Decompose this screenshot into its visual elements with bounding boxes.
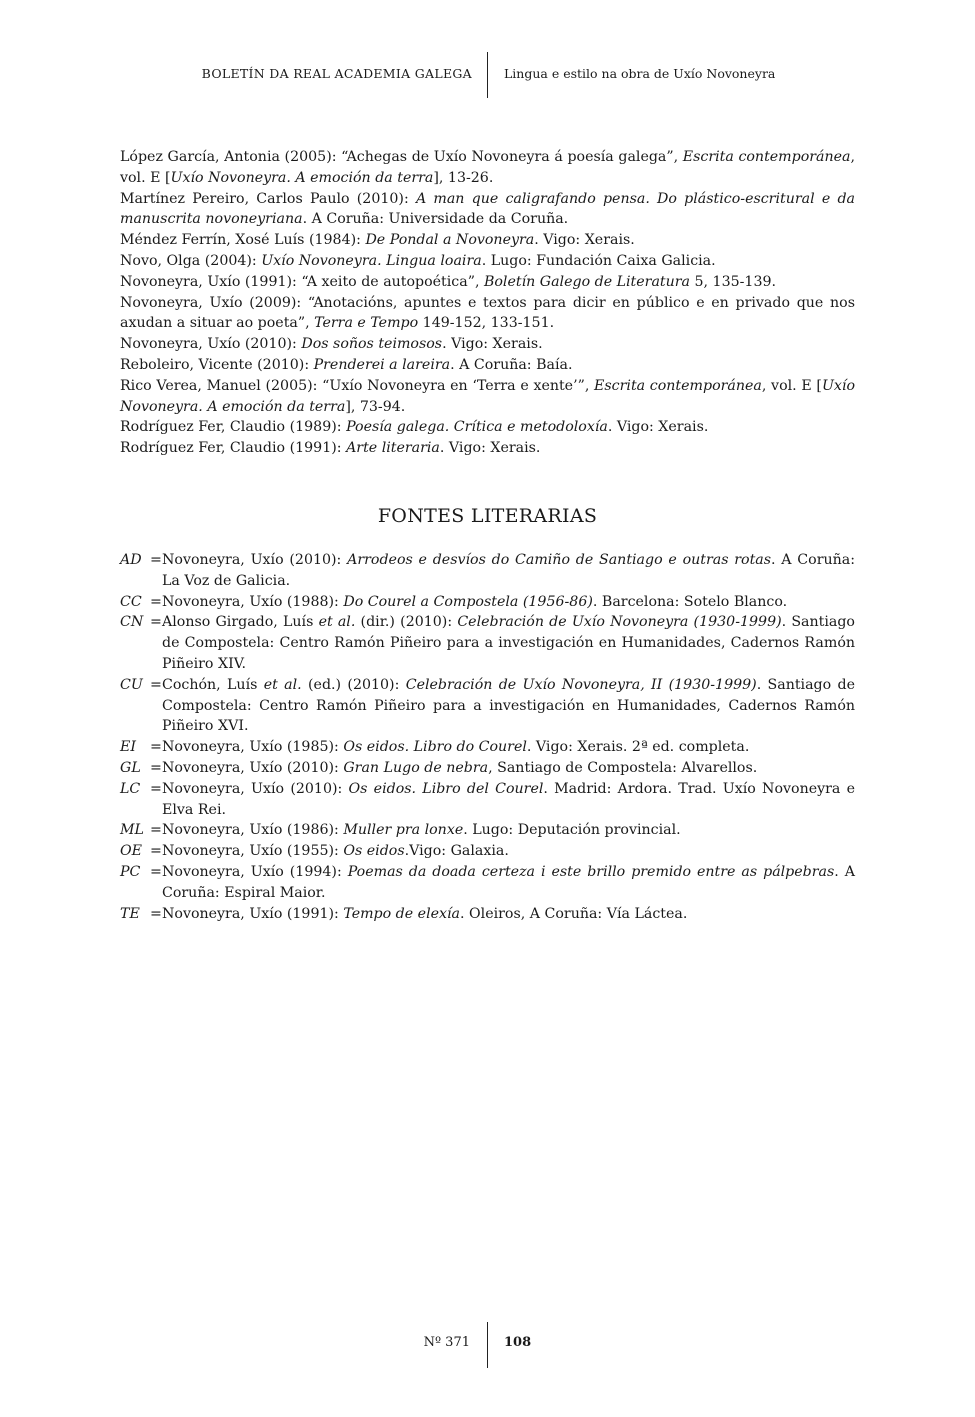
italic-title: Dos soños teimosos bbox=[301, 336, 443, 353]
source-abbreviation: ML bbox=[120, 822, 144, 839]
italic-title: Do Courel a Compostela (1956-86) bbox=[343, 593, 593, 610]
text-run: Novoneyra, Uxío (1994): bbox=[162, 863, 348, 880]
text-run: (ed.) (2010): bbox=[301, 676, 406, 693]
text-run: Rico Verea, Manuel (2005): “Uxío Novoneyra en ‘Terra e xente’”, bbox=[120, 377, 595, 394]
source-abbreviation: AD bbox=[120, 552, 142, 568]
text-run: . A Coruña: Universidade da Coruña. bbox=[302, 211, 569, 228]
reference-entry bbox=[120, 230, 855, 251]
text-run: Novoneyra, Uxío (2010): bbox=[162, 552, 348, 568]
text-run: . Vigo: Xerais. bbox=[439, 440, 541, 457]
text-run: . A Coruña: Baía. bbox=[450, 356, 573, 373]
text-run: Novoneyra, Uxío (1991): bbox=[162, 905, 344, 922]
reference-entry bbox=[120, 438, 855, 459]
text-run: . Lugo: Deputación provincial. bbox=[463, 822, 681, 839]
italic-title: Uxío Novoneyra. Lingua loaira bbox=[261, 252, 482, 269]
text-run: 149-152, 133-151. bbox=[418, 315, 555, 332]
equals-sign: = bbox=[150, 593, 162, 610]
source-abbreviation: CN bbox=[120, 614, 144, 631]
text-run: Novoneyra, Uxío (2010): bbox=[120, 336, 302, 353]
journal-title: BOLETÍN DA REAL ACADEMIA GALEGA bbox=[201, 66, 472, 81]
equals-sign: = bbox=[150, 552, 162, 568]
text-run: . A Coruña: Espiral Maior. bbox=[162, 863, 855, 901]
text-run: . Lugo: Fundación Caixa Galicia. bbox=[481, 252, 716, 269]
italic-title: Tempo de elexía bbox=[343, 905, 461, 922]
source-abbreviation: TE bbox=[120, 905, 140, 922]
source-entry bbox=[120, 612, 855, 674]
text-run: Novo, Olga (2004): bbox=[120, 252, 262, 269]
source-entry bbox=[120, 862, 855, 904]
text-run: . Madrid: Ardora. Trad. Uxío Novoneyra e Elva Rei. bbox=[162, 780, 855, 818]
source-abbreviation: CU bbox=[120, 676, 143, 693]
bibliography-list bbox=[120, 147, 855, 459]
equals-sign: = bbox=[150, 822, 162, 839]
equals-sign: = bbox=[150, 905, 162, 922]
source-entry bbox=[120, 820, 855, 841]
text-run: , vol. E [ bbox=[120, 149, 855, 186]
equals-sign: = bbox=[150, 739, 162, 756]
text-run: . Santiago de Compostela: Centro Ramón Piñeiro para a investigación en Humanidades, Cadernos Ramón Piñeiro XIV. bbox=[162, 614, 855, 672]
italic-title: De Pondal a Novoneyra bbox=[365, 232, 535, 249]
issue-number: Nº 371 bbox=[423, 1335, 470, 1350]
article-title: Lingua e estilo na obra de Uxío Novoneyra bbox=[504, 66, 776, 81]
text-run: Reboleiro, Vicente (2010): bbox=[120, 356, 314, 373]
source-entry bbox=[120, 841, 855, 862]
italic-title: Poemas da doada certeza i este brillo premido entre as pálpebras bbox=[347, 863, 835, 880]
text-run: Novoneyra, Uxío (1988): bbox=[162, 593, 344, 610]
equals-sign: = bbox=[150, 843, 162, 860]
section-title: FONTES LITERARIAS bbox=[377, 505, 598, 527]
reference-entry bbox=[120, 417, 855, 438]
text-run: ], 73-94. bbox=[345, 398, 406, 415]
source-entry bbox=[120, 592, 855, 613]
equals-sign: = bbox=[150, 614, 162, 631]
equals-sign: = bbox=[150, 780, 162, 797]
equals-sign: = bbox=[150, 676, 162, 693]
source-entry bbox=[120, 758, 855, 779]
equals-sign: = bbox=[150, 863, 162, 880]
italic-title: Muller pra lonxe bbox=[343, 822, 464, 839]
source-entry bbox=[120, 737, 855, 758]
text-run: . Vigo: Xerais. bbox=[607, 419, 709, 436]
reference-entry bbox=[120, 189, 855, 231]
source-entry bbox=[120, 779, 855, 821]
italic-title: Arte literaria bbox=[346, 440, 440, 457]
source-entry bbox=[120, 550, 855, 592]
text-run: Novoneyra, Uxío (1991): “A xeito de autopoética”, bbox=[120, 273, 484, 290]
running-header bbox=[0, 52, 975, 98]
page-number: 108 bbox=[504, 1335, 532, 1350]
italic-title: Escrita contemporánea bbox=[594, 377, 762, 394]
italic-title: Os eidos. Libro do Courel bbox=[343, 739, 527, 756]
text-run: Cochón, Luís bbox=[162, 676, 264, 693]
text-run: . Oleiros, A Coruña: Vía Láctea. bbox=[460, 905, 688, 922]
italic-title: Poesía galega. Crítica e metodoloxía bbox=[346, 419, 608, 436]
reference-entry bbox=[120, 355, 855, 376]
text-run: López García, Antonia (2005): “Achegas de Uxío Novoneyra á poesía galega”, bbox=[120, 149, 683, 165]
text-run: . Vigo: Xerais. bbox=[442, 336, 543, 353]
italic-title: Terra e Tempo bbox=[314, 315, 419, 332]
text-run: , Santiago de Compostela: Alvarellos. bbox=[488, 759, 758, 776]
footer-divider bbox=[487, 1322, 488, 1368]
italic-title: Uxío Novoneyra. A emoción da terra bbox=[120, 377, 855, 415]
text-run: . Vigo: Xerais. bbox=[534, 232, 635, 249]
source-entry bbox=[120, 675, 855, 737]
reference-entry bbox=[120, 293, 855, 335]
italic-title: Prenderei a lareira bbox=[313, 356, 451, 373]
text-run: Martínez Pereiro, Carlos Paulo (2010): bbox=[120, 190, 416, 207]
italic-title: Uxío Novoneyra. A emoción da terra bbox=[170, 169, 434, 186]
italic-title: Gran Lugo de nebra bbox=[343, 759, 489, 776]
italic-title: Celebración de Uxío Novoneyra (1930-1999) bbox=[457, 614, 782, 631]
source-entry bbox=[120, 904, 855, 925]
text-run: Novoneyra, Uxío (2010): bbox=[162, 780, 349, 797]
source-abbreviation: CC bbox=[120, 593, 142, 610]
text-run: Rodríguez Fer, Claudio (1991): bbox=[120, 440, 347, 457]
source-abbreviation: OE bbox=[120, 843, 142, 860]
reference-entry bbox=[120, 272, 855, 293]
equals-sign: = bbox=[150, 759, 162, 776]
text-run: . Vigo: Xerais. 2ª ed. completa. bbox=[526, 739, 750, 756]
italic-title: Os eidos bbox=[343, 843, 405, 860]
italic-title: Celebración de Uxío Novoneyra, II (1930-1999) bbox=[405, 676, 757, 693]
text-run: . Barcelona: Sotelo Blanco. bbox=[592, 593, 788, 610]
text-run: . Santiago de Compostela: Centro Ramón Piñeiro para a investigación en Humanidades, Cadernos Ramón Piñeiro XVI. bbox=[162, 676, 855, 735]
text-run: Novoneyra, Uxío (1955): bbox=[162, 843, 344, 860]
reference-entry bbox=[120, 334, 855, 355]
italic-title: et al. bbox=[263, 676, 302, 693]
text-run: (dir.) (2010): bbox=[355, 614, 458, 631]
reference-entry bbox=[120, 251, 855, 272]
reference-entry bbox=[120, 147, 855, 189]
italic-title: A man que caligrafando pensa. Do plástico-escritural e da manuscrita novoneyriana bbox=[120, 190, 855, 228]
text-run: 5, 135-139. bbox=[689, 273, 777, 290]
text-run: Novoneyra, Uxío (1986): bbox=[162, 822, 344, 839]
header-divider bbox=[487, 52, 488, 98]
source-abbreviation: PC bbox=[120, 863, 141, 880]
italic-title: Boletín Galego de Literatura bbox=[483, 273, 690, 290]
literary-sources-list bbox=[120, 550, 855, 924]
page-footer bbox=[0, 1322, 975, 1368]
reference-entry bbox=[120, 376, 855, 418]
text-run: Novoneyra, Uxío (2010): bbox=[162, 759, 344, 776]
source-abbreviation: GL bbox=[120, 759, 141, 776]
italic-title: Escrita contemporánea bbox=[682, 149, 851, 165]
text-run: . A Coruña: La Voz de Galicia. bbox=[162, 552, 856, 589]
italic-title: et al. bbox=[318, 614, 356, 631]
text-run: Novoneyra, Uxío (1985): bbox=[162, 739, 344, 756]
source-abbreviation: EI bbox=[120, 739, 136, 756]
text-run: Alonso Girgado, Luís bbox=[162, 614, 319, 631]
italic-title: Arrodeos e desvíos do Camiño de Santiago e outras rotas bbox=[347, 552, 772, 568]
text-run: Rodríguez Fer, Claudio (1989): bbox=[120, 419, 347, 436]
text-run: Méndez Ferrín, Xosé Luís (1984): bbox=[120, 232, 366, 249]
text-run: ], 13-26. bbox=[433, 169, 494, 186]
text-run: .Vigo: Galaxia. bbox=[404, 843, 509, 860]
source-abbreviation: LC bbox=[120, 780, 141, 797]
text-run: Novoneyra, Uxío (2009): “Anotacións, apuntes e textos para dicir en público e en privado que nos axudan a situar ao poeta”, bbox=[120, 294, 855, 332]
italic-title: Os eidos. Libro del Courel bbox=[348, 780, 544, 797]
text-run: , vol. E [ bbox=[761, 377, 822, 394]
